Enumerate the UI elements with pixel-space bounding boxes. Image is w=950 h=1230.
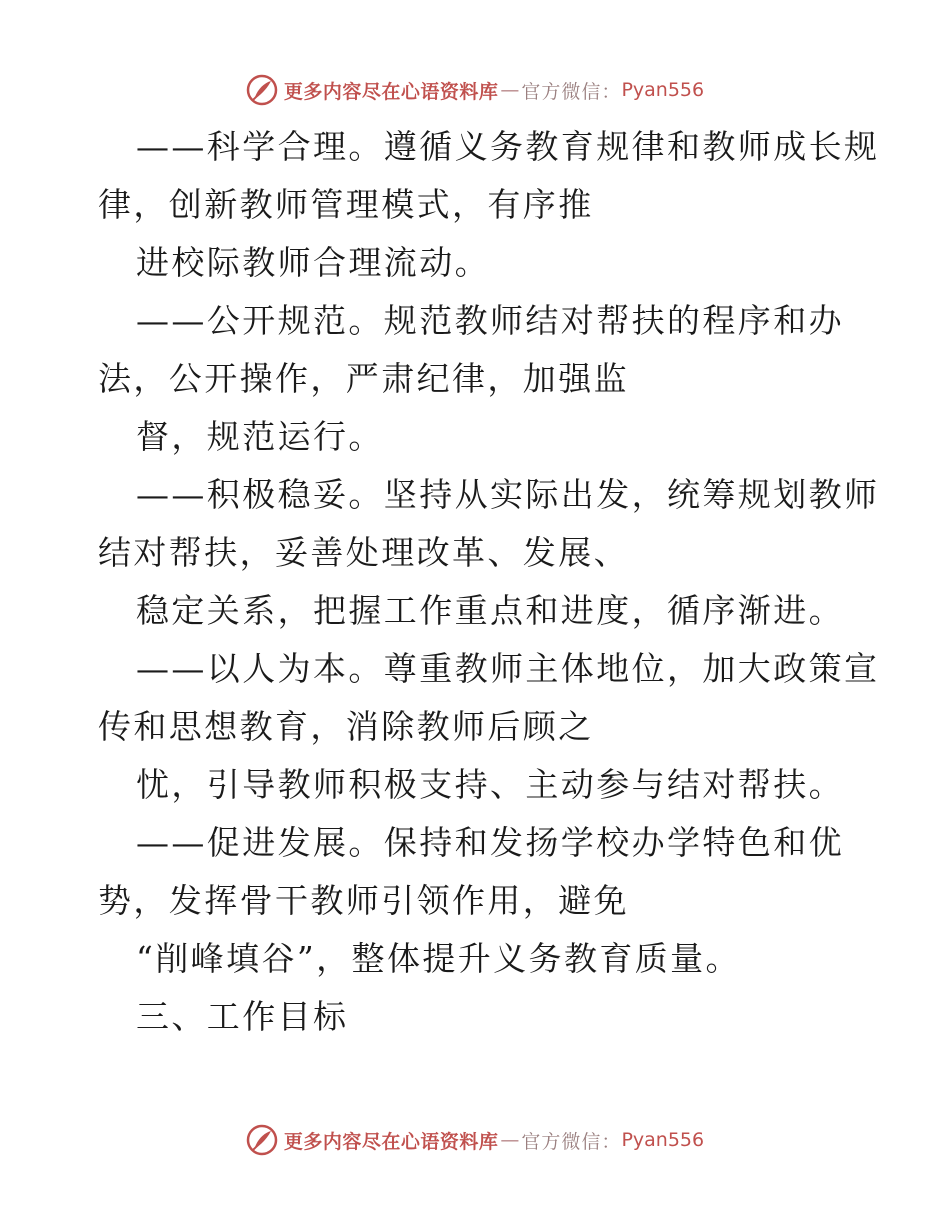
text-line: 法，公开操作，严肃纪律，加强监	[98, 359, 629, 398]
footer-banner	[0, 1120, 950, 1160]
text-line: 势，发挥骨干教师引领作用，避免	[98, 881, 629, 920]
text-line: 传和思想教育，消除教师后顾之	[98, 707, 594, 746]
text-line: 三、工作目标	[136, 997, 349, 1036]
text-line: 忧，引导教师积极支持、主动参与结对帮扶。	[136, 765, 844, 804]
text-line: 稳定关系，把握工作重点和进度，循序渐进。	[136, 591, 844, 630]
text-line: ——公开规范。规范教师结对帮扶的程序和办	[136, 301, 844, 340]
banner-wechat-id: Pyan556	[621, 1129, 705, 1151]
document-body	[98, 118, 880, 1046]
text-line: ——科学合理。遵循义务教育规律和教师成长规	[136, 127, 880, 166]
text-line: “削峰填谷”，整体提升义务教育质量。	[136, 939, 741, 978]
banner-separator: —	[500, 79, 520, 101]
banner-wechat-id: Pyan556	[621, 79, 705, 101]
text-line: 律，创新教师管理模式，有序推	[98, 185, 594, 224]
quill-pen-icon	[246, 74, 278, 106]
text-line: ——积极稳妥。坚持从实际出发，统筹规划教师	[136, 475, 880, 514]
banner-subtitle: 官方微信：	[521, 80, 622, 103]
banner-main-text: 更多内容尽在心语资料库	[283, 1130, 499, 1153]
banner-subtitle: 官方微信：	[521, 1130, 622, 1153]
text-line: ——以人为本。尊重教师主体地位，加大政策宣	[136, 649, 880, 688]
banner-main-text: 更多内容尽在心语资料库	[283, 80, 499, 103]
banner-separator: —	[500, 1129, 520, 1151]
header-banner	[0, 70, 950, 110]
text-line: 督，规范运行。	[136, 417, 384, 456]
text-line: 结对帮扶，妥善处理改革、发展、	[98, 533, 629, 572]
text-line: 进校际教师合理流动。	[136, 243, 490, 282]
quill-pen-icon	[246, 1124, 278, 1156]
text-line: ——促进发展。保持和发扬学校办学特色和优	[136, 823, 844, 862]
